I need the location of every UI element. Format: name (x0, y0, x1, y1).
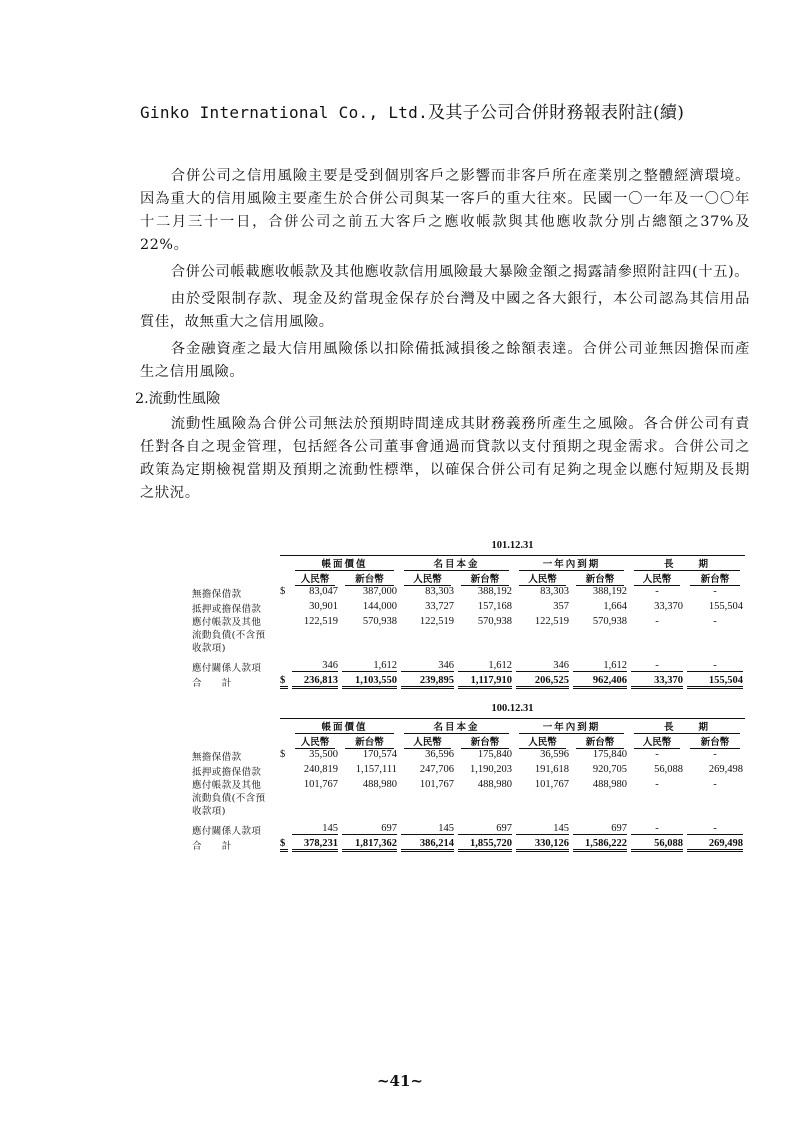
liquidity-table-100 (190, 703, 745, 853)
table-group-header (190, 555, 745, 571)
currency-header: 人民幣 (629, 734, 685, 749)
currency-header: 新台幣 (456, 734, 514, 749)
table-date-row (190, 703, 745, 718)
table-date: 100.12.31 (280, 703, 745, 718)
currency-header: 新台幣 (685, 571, 745, 586)
table-row: 抵押或擔保借款 30,901 144,000 33,727 157,168 357 1,664 33,370 155,504 (192, 600, 744, 615)
table-date: 101.12.31 (280, 540, 745, 555)
currency-header: 新台幣 (456, 571, 514, 586)
table-sub-header (190, 734, 745, 749)
currency-header: 人民幣 (399, 571, 456, 586)
group-header: 名目本金 (399, 718, 514, 734)
paragraph-liquidity-risk: 流動性風險為合併公司無法於預期時間達成其財務義務所產生之風險。各合併公司有責任對各自之現金管理，包括經各公司董事會通過而貸款以支付預期之現金需求。合併公司之政策為定期檢視當期及預期之流動性標準，以確保合併公司有足夠之現金以應付短期及長期之狀況。 (140, 416, 750, 501)
currency-header: 新台幣 (340, 571, 399, 586)
company-name: Ginko International Co., Ltd. (140, 103, 429, 122)
currency-header: 新台幣 (571, 571, 629, 586)
currency-header: 新台幣 (685, 734, 745, 749)
paragraph-bank-deposits: 由於受限制存款、現金及約當現金保存於台灣及中國之各大銀行，本公司認為其信用品質佳，故無重大之信用風險。 (140, 291, 750, 330)
table-row: 應付關係人款項 346 1,612 346 1,612 346 1,612 - - (190, 660, 745, 675)
liquidity-table-101 (190, 540, 745, 690)
table-group-header (190, 718, 745, 734)
table-row: 無擔保借款 $ 35,500 170,574 36,596 175,840 36,596 175,840 - - (192, 748, 717, 763)
currency-header: 人民幣 (290, 734, 340, 749)
title-suffix: 及其子公司合併財務報表附註(續) (428, 103, 685, 123)
table-row: 應付帳款及其他流動負債(不含預收款項) 101,767 488,980 101,767 488,980 101,767 488,980 - - (192, 778, 717, 817)
currency-header: 人民幣 (399, 734, 456, 749)
paragraph-max-exposure: 合併公司帳載應收帳款及其他應收款信用風險最大暴險金額之揭露請參照附註四(十五)。 (170, 264, 750, 280)
group-header: 帳面價值 (290, 718, 399, 734)
table-date-row (190, 540, 745, 555)
paragraph-financial-assets: 各金融資產之最大信用風險係以扣除備抵減損後之餘額表達。合併公司並無因擔保而產生之信用風險。 (140, 341, 750, 380)
section-heading-liquidity: 2.流動性風險 (135, 391, 221, 407)
currency-header: 人民幣 (514, 571, 571, 586)
currency-header: 人民幣 (629, 571, 685, 586)
table-row: 應付關係人款項 145 697 145 697 145 697 - - (190, 823, 745, 838)
group-header: 長 期 (629, 555, 745, 571)
currency-header: 人民幣 (514, 734, 571, 749)
paragraph-credit-risk: 合併公司之信用風險主要是受到個別客戶之影響而非客戶所在產業別之整體經濟環境。因為重大的信用風險主要產生於合併公司與某一客戶的重大往來。民國一〇一年及一〇〇年十二月三十一日，合併公司之前五大客戶之應收帳款與其他應收款分別占總額之37%及22%。 (140, 168, 750, 253)
group-header: 帳面價值 (290, 555, 399, 571)
currency-header: 新台幣 (340, 734, 399, 749)
currency-header: 人民幣 (290, 571, 340, 586)
table-total-row: 合 計 $ 378,231 1,817,362 386,214 1,855,720 330,126 1,586,222 56,088 269,498 (192, 837, 744, 852)
page-title (140, 98, 760, 123)
table-row: 應付帳款及其他流動負債(不含預收款項) 122,519 570,938 122,519 570,938 122,519 570,938 - - (192, 615, 717, 654)
body-text (135, 165, 750, 509)
table-row: 抵押或擔保借款 240,819 1,157,111 247,706 1,190,203 191,618 920,705 56,088 269,498 (192, 763, 744, 778)
group-header: 一年內到期 (514, 555, 629, 571)
table-row: 無擔保借款 $ 83,047 387,000 83,303 388,192 83,303 388,192 - - (192, 585, 717, 600)
currency-header: 新台幣 (571, 734, 629, 749)
group-header: 名目本金 (399, 555, 514, 571)
table-sub-header (190, 571, 745, 586)
table-total-row: 合 計 $ 236,813 1,103,550 239,895 1,117,910 206,525 962,406 33,370 155,504 (192, 674, 744, 689)
group-header: 一年內到期 (514, 718, 629, 734)
group-header: 長 期 (629, 718, 745, 734)
page-number: ~41~ (376, 1072, 423, 1090)
